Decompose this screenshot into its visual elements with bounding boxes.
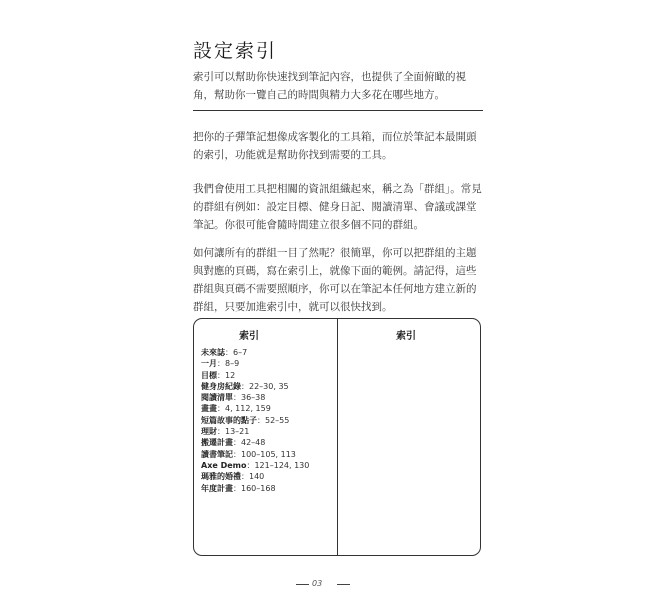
section-divider — [193, 110, 483, 111]
index-entry: 短篇故事的點子：52–55 — [201, 415, 290, 425]
index-right-heading: 索引 — [396, 331, 416, 342]
index-entry: 健身房紀錄：22–30, 35 — [201, 381, 289, 391]
folio-rule — [337, 584, 350, 585]
index-entry: 一月：8–9 — [201, 359, 240, 369]
index-entry: 理財：13–21 — [201, 427, 250, 437]
index-entry: 畫畫：4, 112, 159 — [201, 404, 271, 414]
spread-divider — [337, 319, 338, 555]
index-entry: 年度計畫：160–168 — [201, 483, 276, 493]
body-paragraph: 把你的子彈筆記想像成客製化的工具箱，而位於筆記本最開頭的索引，功能就是幫助你找到需要的工具。 — [193, 131, 477, 161]
index-entry: 讀書筆記：100–105, 113 — [201, 449, 296, 459]
index-entry: 閱讀清單：36–38 — [201, 393, 266, 403]
index-entry: 瑪雅的婚禮：140 — [201, 472, 265, 482]
intro-text: 索引可以幫助你快速找到筆記內容，也提供了全面俯瞰的視角，幫助你一覽自己的時間與精力大多花在哪些地方。 — [193, 71, 466, 101]
page-number: 03 — [312, 579, 323, 588]
body-paragraph: 我們會使用工具把相關的資訊組織起來，稱之為「群組」。常見的群組有例如：設定目標、健身日記、閱讀清單、會議或課堂筆記。你很可能會隨時間建立很多個不同的群組。 — [193, 183, 482, 231]
index-entry: 目標：12 — [201, 370, 236, 380]
body-paragraph: 如何讓所有的群組一目了然呢？很簡單，你可以把群組的主題與對應的頁碼，寫在索引上，就像下面的範例。請記得，這些群組與頁碼不需要照順序，你可以在筆記本任何地方建立新的群組，只要加進索引中，就可以很快找到。 — [193, 247, 477, 313]
index-entry: 未來誌：6–7 — [201, 348, 248, 357]
folio-rule — [296, 584, 309, 585]
index-entry: Axe Demo：121–124, 130 — [201, 460, 310, 470]
page-title: 設定索引 — [193, 40, 278, 62]
index-example-figure — [193, 318, 481, 556]
index-entry: 搬遷計畫：42–48 — [201, 438, 266, 448]
index-left-heading: 索引 — [239, 331, 259, 342]
index-entry-list — [201, 347, 309, 494]
